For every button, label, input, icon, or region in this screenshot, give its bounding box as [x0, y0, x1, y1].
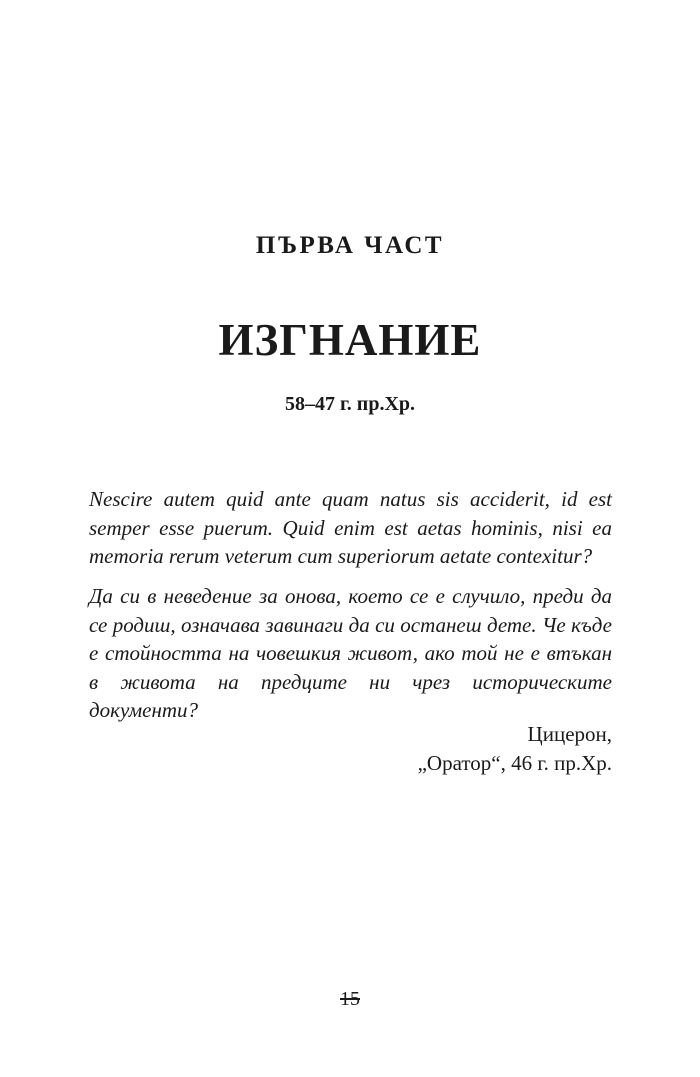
chapter-date-range: 58–47 г. пр.Хр.	[284, 393, 416, 415]
chapter-title: ИЗГНАНИЕ	[218, 315, 482, 365]
epigraph-latin: Nescire autem quid ante quam natus sis acciderit, id est semper esse puerum. Quid enim est aetas hominis, nisi ea memoria rerum veterum cum superiorum aetate contexitur?	[89, 487, 612, 568]
epigraph-attribution	[418, 720, 612, 777]
page-number: 15	[340, 988, 360, 1010]
part-heading: ПЪРВА ЧАСТ	[255, 232, 445, 259]
epigraph-translation: Да си в неведение за онова, което се е случило, преди да се родиш, означава завинаги да си останеш дете. Че къде е стойността на човешкия живот, ако той не е втъкан в живота на предците ни чрез историческите документи?	[89, 584, 612, 722]
attribution-author: Цицерон,	[527, 722, 612, 746]
attribution-source: „Оратор“, 46 г. пр.Хр.	[417, 750, 612, 775]
